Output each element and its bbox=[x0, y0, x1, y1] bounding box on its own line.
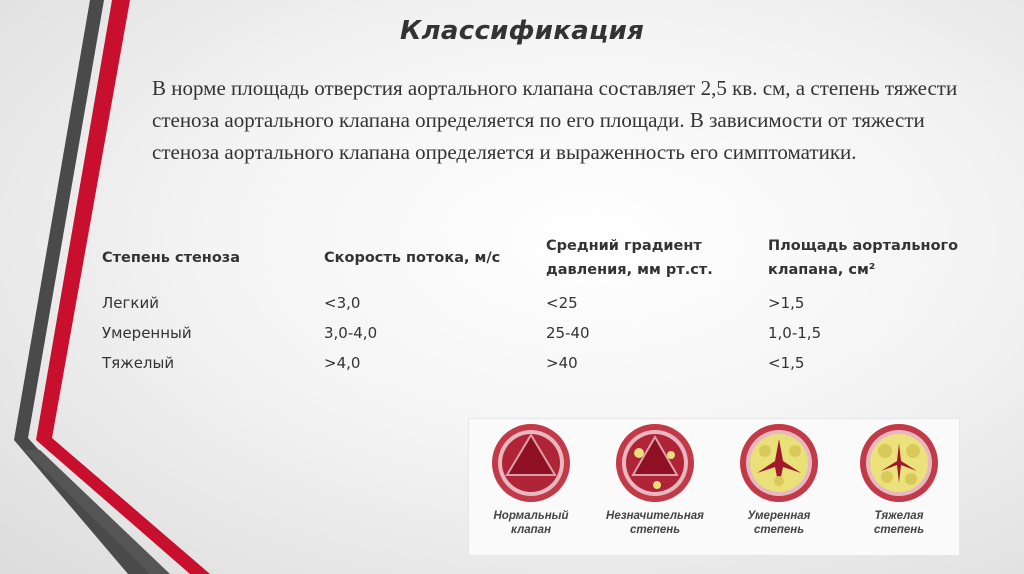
valve-severe bbox=[847, 421, 951, 537]
valve-severe-image bbox=[857, 421, 941, 505]
cell-velocity: <3,0 bbox=[324, 294, 361, 312]
header-flow-velocity: Скорость потока, м/с bbox=[324, 250, 501, 266]
cell-area: >1,5 bbox=[768, 294, 805, 312]
table-header-row bbox=[96, 228, 1004, 288]
valve-mild bbox=[603, 421, 707, 537]
header-grade: Степень стеноза bbox=[102, 250, 240, 266]
table-row bbox=[96, 318, 1004, 348]
cell-grade: Тяжелый bbox=[102, 354, 175, 372]
cell-grade: Легкий bbox=[102, 294, 159, 312]
valve-normal bbox=[479, 421, 583, 537]
slide-title: Классификация bbox=[400, 16, 645, 46]
cell-area: 1,0-1,5 bbox=[768, 324, 822, 342]
table-row bbox=[96, 288, 1004, 318]
cell-gradient: <25 bbox=[546, 294, 578, 312]
valve-severe-caption: Тяжелая степень bbox=[873, 510, 925, 536]
valve-moderate-image bbox=[737, 421, 821, 505]
cell-velocity: >4,0 bbox=[324, 354, 361, 372]
cell-velocity: 3,0-4,0 bbox=[324, 324, 378, 342]
header-mean-gradient: Средний градиент давления, мм рт.ст. bbox=[546, 238, 713, 278]
stenosis-grade-table bbox=[96, 228, 1004, 378]
cell-gradient: >40 bbox=[546, 354, 578, 372]
lower-dark-stripe bbox=[24, 450, 170, 574]
valve-mild-caption: Незначительная степень bbox=[606, 510, 704, 536]
header-valve-area: Площадь аортального клапана, см² bbox=[768, 238, 959, 278]
table-row bbox=[96, 348, 1004, 378]
valve-illustration-panel bbox=[468, 418, 960, 556]
valve-normal-caption: Нормальный клапан bbox=[493, 510, 569, 536]
valve-moderate bbox=[727, 421, 831, 537]
cell-area: <1,5 bbox=[768, 354, 805, 372]
valve-normal-image bbox=[489, 421, 573, 505]
intro-paragraph: В норме площадь отверстия аортального клапана составляет 2,5 кв. см, а степень тяжести стеноза аортального клапана определяется по его площади. В зависимости от тяжести стеноза аортального клапана определяется и выраженность его симптоматики. bbox=[152, 76, 958, 164]
cell-gradient: 25-40 bbox=[546, 324, 590, 342]
cell-grade: Умеренный bbox=[102, 324, 192, 342]
valve-moderate-caption: Умеренная степень bbox=[747, 510, 811, 536]
valve-mild-image bbox=[613, 421, 697, 505]
